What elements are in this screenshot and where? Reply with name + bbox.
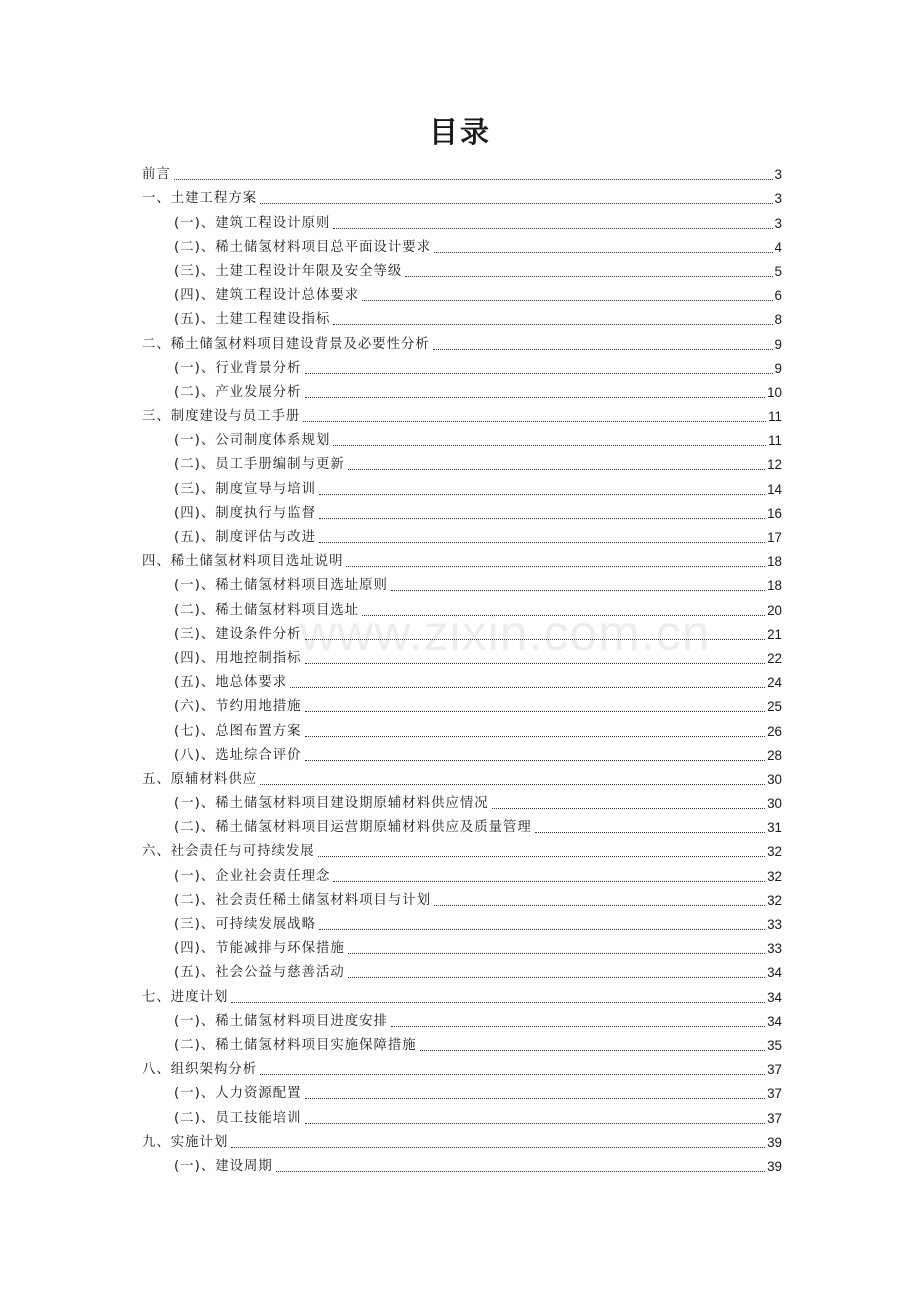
- toc-entry-label: 六、社会责任与可持续发展: [142, 844, 315, 860]
- toc-entry[interactable]: [142, 861, 782, 885]
- toc-leader-dots: [433, 349, 773, 350]
- toc-leader-dots: [260, 784, 765, 785]
- toc-entry-label: (三)、制度宣导与培训: [174, 481, 316, 497]
- toc-leader-dots: [434, 905, 765, 906]
- toc-entry-label: (三)、土建工程设计年限及安全等级: [174, 263, 403, 279]
- table-of-contents: [142, 160, 782, 1176]
- toc-entry-label: (一)、稀土储氢材料项目进度安排: [174, 1013, 388, 1029]
- toc-entry[interactable]: [142, 958, 782, 982]
- toc-entry-label: (一)、建设周期: [174, 1158, 273, 1174]
- toc-entry[interactable]: [142, 813, 782, 837]
- toc-entry[interactable]: [142, 692, 782, 716]
- toc-entry-page-number: 30: [767, 796, 782, 812]
- toc-entry-page-number: 25: [767, 699, 782, 715]
- watermark: www.zixin.com.cn: [300, 605, 711, 661]
- toc-entry-label: (二)、稀土储氢材料项目选址: [174, 602, 360, 618]
- toc-entry-page-number: 22: [767, 650, 782, 666]
- toc-entry-page-number: 5: [774, 263, 782, 279]
- toc-entry[interactable]: [142, 523, 782, 547]
- toc-entry-page-number: 35: [767, 1037, 782, 1053]
- toc-entry-page-number: 3: [774, 167, 782, 183]
- toc-entry-label: (一)、人力资源配置: [174, 1086, 302, 1102]
- toc-leader-dots: [362, 300, 772, 301]
- toc-entry[interactable]: [142, 1007, 782, 1031]
- toc-entry-label: 九、实施计划: [142, 1134, 229, 1150]
- toc-entry-label: (五)、土建工程建设指标: [174, 312, 331, 328]
- toc-leader-dots: [333, 881, 765, 882]
- toc-entry-page-number: 28: [767, 747, 782, 763]
- toc-entry-page-number: 18: [767, 578, 782, 594]
- toc-entry[interactable]: [142, 257, 782, 281]
- toc-entry[interactable]: [142, 426, 782, 450]
- toc-entry-label: (三)、建设条件分析: [174, 626, 302, 642]
- toc-entry-page-number: 34: [767, 965, 782, 981]
- toc-leader-dots: [420, 1050, 765, 1051]
- toc-entry[interactable]: [142, 329, 782, 353]
- toc-entry[interactable]: [142, 571, 782, 595]
- toc-entry[interactable]: [142, 547, 782, 571]
- toc-entry[interactable]: [142, 160, 782, 184]
- toc-leader-dots: [305, 1123, 766, 1124]
- toc-entry-page-number: 26: [767, 723, 782, 739]
- toc-entry-label: (四)、建筑工程设计总体要求: [174, 288, 360, 304]
- toc-entry[interactable]: [142, 305, 782, 329]
- toc-leader-dots: [260, 1074, 765, 1075]
- toc-entry-label: (五)、地总体要求: [174, 675, 288, 691]
- toc-entry-label: (一)、建筑工程设计原则: [174, 215, 331, 231]
- toc-entry-page-number: 18: [767, 554, 782, 570]
- toc-entry-label: (二)、稀土储氢材料项目实施保障措施: [174, 1037, 417, 1053]
- toc-entry-label: (六)、节约用地措施: [174, 699, 302, 715]
- toc-entry-page-number: 32: [767, 892, 782, 908]
- toc-entry[interactable]: [142, 1079, 782, 1103]
- toc-entry-page-number: 37: [767, 1062, 782, 1078]
- toc-entry[interactable]: [142, 184, 782, 208]
- toc-entry[interactable]: [142, 402, 782, 426]
- toc-entry-label: (二)、社会责任稀土储氢材料项目与计划: [174, 892, 432, 908]
- toc-entry[interactable]: [142, 789, 782, 813]
- toc-entry-label: (一)、稀土储氢材料项目选址原则: [174, 578, 388, 594]
- toc-entry-label: (二)、员工手册编制与更新: [174, 457, 345, 473]
- toc-leader-dots: [305, 397, 766, 398]
- toc-entry-page-number: 24: [767, 675, 782, 691]
- toc-entry[interactable]: [142, 886, 782, 910]
- toc-entry[interactable]: [142, 741, 782, 765]
- toc-leader-dots: [303, 421, 766, 422]
- toc-leader-dots: [348, 469, 765, 470]
- toc-entry-page-number: 16: [767, 505, 782, 521]
- toc-entry-label: (一)、企业社会责任理念: [174, 868, 331, 884]
- toc-leader-dots: [492, 808, 765, 809]
- toc-entry-page-number: 37: [767, 1086, 782, 1102]
- toc-entry-label: (七)、总图布置方案: [174, 723, 302, 739]
- toc-entry[interactable]: [142, 233, 782, 257]
- toc-entry[interactable]: [142, 1055, 782, 1079]
- toc-entry[interactable]: [142, 982, 782, 1006]
- toc-leader-dots: [305, 663, 766, 664]
- page-title: 目录: [428, 115, 491, 149]
- toc-entry[interactable]: [142, 910, 782, 934]
- toc-entry-page-number: 8: [774, 312, 782, 328]
- toc-leader-dots: [319, 929, 765, 930]
- toc-entry-label: (二)、稀土储氢材料项目运营期原辅材料供应及质量管理: [174, 820, 532, 836]
- toc-entry[interactable]: [142, 595, 782, 619]
- toc-entry-page-number: 37: [767, 1110, 782, 1126]
- toc-entry-label: (二)、员工技能培训: [174, 1110, 302, 1126]
- toc-entry-label: 五、原辅材料供应: [142, 771, 258, 787]
- toc-entry-page-number: 33: [767, 917, 782, 932]
- toc-leader-dots: [333, 324, 772, 325]
- toc-entry-page-number: 34: [767, 1013, 782, 1029]
- toc-entry[interactable]: [142, 716, 782, 740]
- toc-entry[interactable]: [142, 208, 782, 232]
- toc-leader-dots: [434, 252, 772, 253]
- toc-leader-dots: [405, 276, 772, 277]
- toc-entry[interactable]: [142, 1031, 782, 1055]
- toc-leader-dots: [362, 615, 765, 616]
- toc-leader-dots: [535, 832, 765, 833]
- toc-entry-page-number: 3: [774, 191, 782, 207]
- toc-entry-label: (八)、选址综合评价: [174, 747, 302, 763]
- toc-entry-label: (四)、节能减排与环保措施: [174, 941, 345, 957]
- toc-entry-page-number: 32: [767, 844, 782, 860]
- toc-leader-dots: [348, 953, 765, 954]
- toc-entry-page-number: 39: [767, 1134, 782, 1150]
- toc-leader-dots: [305, 711, 766, 712]
- toc-entry-label: (四)、用地控制指标: [174, 650, 302, 666]
- toc-leader-dots: [231, 1002, 765, 1003]
- toc-entry-page-number: 4: [774, 239, 782, 255]
- toc-entry-page-number: 32: [767, 868, 782, 884]
- toc-leader-dots: [319, 542, 765, 543]
- toc-entry-label: (五)、制度评估与改进: [174, 530, 316, 545]
- toc-entry-label: (一)、行业背景分析: [174, 360, 302, 376]
- toc-entry-label: 二、稀土储氢材料项目建设背景及必要性分析: [142, 336, 430, 352]
- toc-entry-page-number: 34: [767, 989, 782, 1005]
- toc-entry-page-number: 3: [774, 215, 782, 231]
- toc-entry-page-number: 20: [767, 602, 782, 618]
- toc-entry-page-number: 10: [767, 384, 782, 400]
- toc-leader-dots: [333, 445, 766, 446]
- toc-entry[interactable]: [142, 474, 782, 498]
- toc-entry[interactable]: [142, 934, 782, 958]
- toc-leader-dots: [348, 977, 765, 978]
- toc-entry-page-number: 6: [774, 288, 782, 304]
- toc-leader-dots: [174, 179, 773, 180]
- toc-entry-page-number: 11: [768, 433, 782, 449]
- toc-entry-label: 前言: [142, 167, 171, 183]
- toc-entry[interactable]: [142, 1128, 782, 1152]
- toc-entry-label: (四)、制度执行与监督: [174, 505, 316, 521]
- toc-entry-page-number: 31: [767, 820, 782, 836]
- toc-leader-dots: [231, 1147, 765, 1148]
- toc-leader-dots: [346, 566, 765, 567]
- toc-leader-dots: [319, 518, 765, 519]
- toc-entry-page-number: 21: [767, 626, 782, 642]
- toc-entry-label: (二)、产业发展分析: [174, 384, 302, 400]
- toc-entry[interactable]: [142, 620, 782, 644]
- toc-entry[interactable]: [142, 281, 782, 305]
- toc-entry[interactable]: [142, 668, 782, 692]
- toc-leader-dots: [333, 228, 772, 229]
- toc-leader-dots: [305, 1098, 766, 1099]
- toc-leader-dots: [318, 856, 765, 857]
- toc-entry-page-number: 30: [767, 771, 782, 787]
- toc-entry-page-number: 39: [767, 1158, 782, 1174]
- toc-entry-label: (三)、可持续发展战略: [174, 917, 316, 932]
- toc-entry-page-number: 9: [774, 360, 782, 376]
- toc-entry-page-number: 14: [767, 481, 782, 497]
- toc-entry-label: (一)、公司制度体系规划: [174, 433, 331, 449]
- toc-entry-page-number: 11: [768, 409, 782, 425]
- toc-entry-label: 七、进度计划: [142, 989, 229, 1005]
- toc-leader-dots: [391, 1026, 765, 1027]
- toc-entry-label: (五)、社会公益与慈善活动: [174, 965, 345, 981]
- toc-entry[interactable]: [142, 450, 782, 474]
- toc-entry-label: 三、制度建设与员工手册: [142, 409, 301, 425]
- toc-entry[interactable]: [142, 765, 782, 789]
- toc-entry-page-number: 12: [767, 457, 782, 473]
- toc-entry[interactable]: [142, 354, 782, 378]
- toc-entry-label: 四、稀土储氢材料项目选址说明: [142, 554, 344, 570]
- toc-entry[interactable]: [142, 499, 782, 523]
- toc-entry[interactable]: [142, 1103, 782, 1127]
- toc-leader-dots: [305, 736, 766, 737]
- toc-leader-dots: [305, 760, 766, 761]
- toc-leader-dots: [305, 373, 773, 374]
- toc-entry-label: (二)、稀土储氢材料项目总平面设计要求: [174, 239, 432, 255]
- toc-entry-page-number: 17: [767, 530, 782, 545]
- toc-entry[interactable]: [142, 644, 782, 668]
- toc-leader-dots: [391, 590, 765, 591]
- toc-entry-page-number: 33: [767, 941, 782, 957]
- toc-leader-dots: [305, 639, 766, 640]
- toc-entry[interactable]: [142, 1152, 782, 1176]
- toc-entry-label: (一)、稀土储氢材料项目建设期原辅材料供应情况: [174, 796, 489, 812]
- toc-entry-page-number: 9: [774, 336, 782, 352]
- toc-leader-dots: [260, 203, 772, 204]
- toc-entry-label: 一、土建工程方案: [142, 191, 258, 207]
- toc-leader-dots: [290, 687, 765, 688]
- toc-entry-label: 八、组织架构分析: [142, 1062, 258, 1078]
- toc-leader-dots: [319, 494, 765, 495]
- toc-leader-dots: [276, 1171, 765, 1172]
- toc-entry[interactable]: [142, 837, 782, 861]
- toc-entry[interactable]: [142, 378, 782, 402]
